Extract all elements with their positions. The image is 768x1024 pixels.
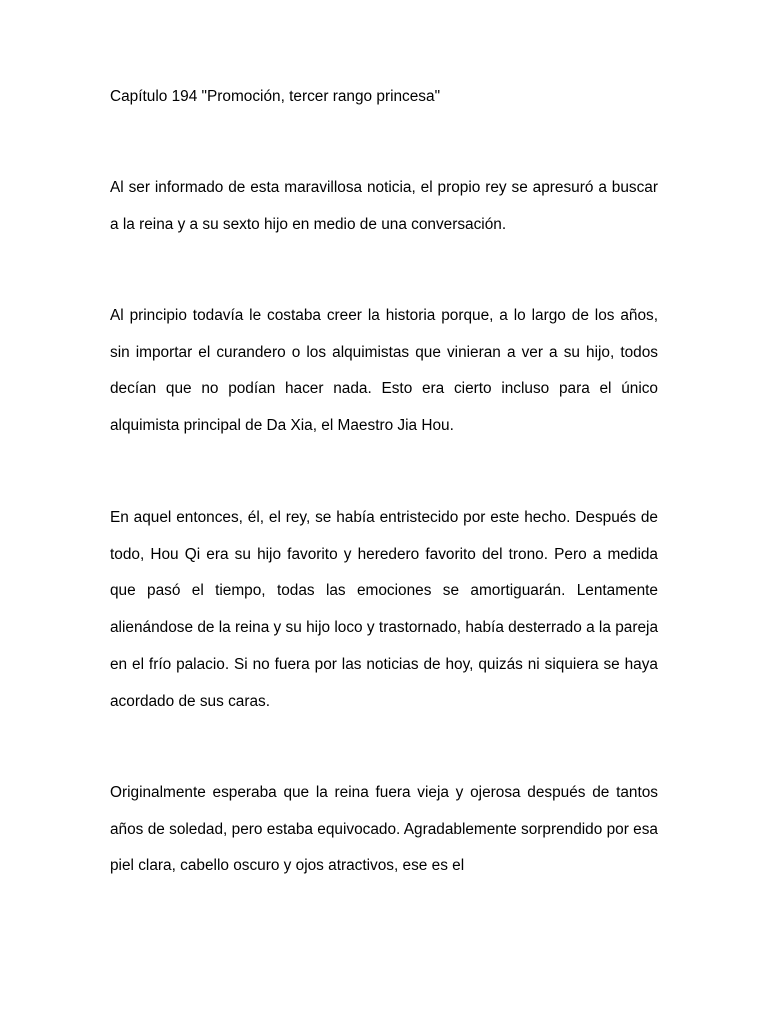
paragraph-4: Originalmente esperaba que la reina fuera vieja y ojerosa después de tantos años de soledad, pero estaba equivocado. Agradablemente sorprendido por esa piel clara, cabello oscuro y ojos atractivos, ese es el: [110, 784, 658, 875]
chapter-title: Capítulo 194 "Promoción, tercer rango princesa": [110, 88, 441, 105]
paragraph-3: En aquel entonces, él, el rey, se había entristecido por este hecho. Después de todo, Hou Qi era su hijo favorito y heredero favorito del trono. Pero a medida que pasó el tiempo, todas las emociones se amortiguarán. Lentamente alienándose de la reina y su hijo loco y trastornado, había desterrado a la pareja en el frío palacio. Si no fuera por las noticias de hoy, quizás ni siquiera se haya acordado de sus caras.: [110, 509, 658, 710]
paragraph-2: Al principio todavía le costaba creer la historia porque, a lo largo de los años, sin importar el curandero o los alquimistas que vinieran a ver a su hijo, todos decían que no podían hacer nada. Esto era cierto incluso para el único alquimista principal de Da Xia, el Maestro Jia Hou.: [110, 307, 658, 435]
paragraph-1: Al ser informado de esta maravillosa noticia, el propio rey se apresuró a buscar a la reina y a su sexto hijo en medio de una conversación.: [110, 179, 658, 233]
